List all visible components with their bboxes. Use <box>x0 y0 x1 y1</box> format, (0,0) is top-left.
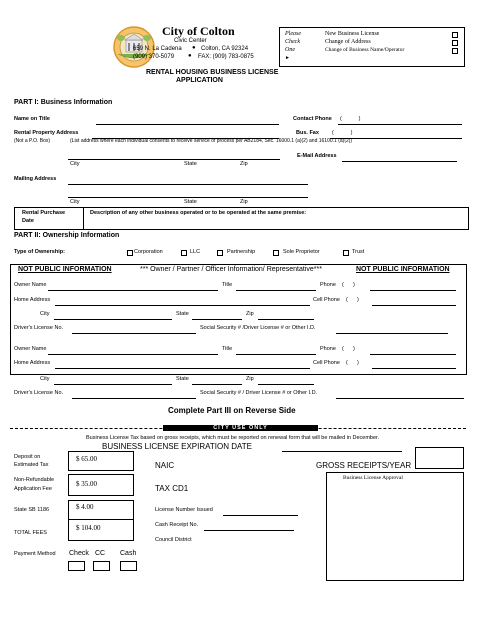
owner2-name-label: Owner Name <box>14 346 47 352</box>
mailing-address-label: Mailing Address <box>14 176 57 182</box>
form-title-line2: APPLICATION <box>176 77 223 84</box>
owner2-title-label: Title <box>222 346 233 352</box>
naic-label: NAIC <box>155 461 175 470</box>
council-district-label: Council District <box>155 537 192 543</box>
rental-city-label: City <box>70 161 80 167</box>
name-on-title-label: Name on Title <box>14 116 50 122</box>
email-label: E-Mail Address <box>297 153 337 159</box>
rental-address-label: Rental Property Address <box>14 130 79 136</box>
ssn-label: Social Security # /Driver License # or Other I.D. <box>200 325 316 331</box>
check-label: Check <box>285 39 300 45</box>
tax-note: Business License Tax based on gross receipts, which must be reported on renewal form that will be mailed in December. <box>86 435 380 441</box>
corporation-label: Corporation <box>134 249 163 255</box>
owner2-phone-paren: ( ) <box>342 346 355 352</box>
approval-box[interactable] <box>326 472 464 581</box>
other-business-label: Description of any other business operated or to be operated at the same premise: <box>90 210 307 216</box>
city-use-banner: CITY USE ONLY <box>163 425 318 431</box>
owner2-title-field[interactable] <box>236 347 316 355</box>
owner-zip-label: Zip <box>246 311 254 317</box>
owner-state-field[interactable] <box>192 312 242 320</box>
rental-city-line[interactable] <box>68 152 280 160</box>
mailing-city-line[interactable] <box>68 190 308 198</box>
arrow-icon: ► <box>285 55 290 61</box>
part1-heading: PART I: Business Information <box>14 99 113 106</box>
rental-zip-label: Zip <box>240 161 248 167</box>
expiration-label: BUSINESS LICENSE EXPIRATION DATE <box>102 442 252 451</box>
owner-banner: *** Owner / Partner / Officer Information/ Representative*** <box>140 266 322 273</box>
owner2-city-label: City <box>40 376 50 382</box>
owner-title-label: Title <box>222 282 233 288</box>
cash-receipt-label: Cash Receipt No. <box>155 522 199 528</box>
payment-method-label: Payment Method <box>14 551 56 557</box>
ownership-type-label: Type of Ownership: <box>14 249 65 255</box>
cell-phone2-paren: ( ) <box>346 360 359 366</box>
checkbox-partnership[interactable] <box>217 250 223 256</box>
approval-label: Business License Approval <box>343 475 403 481</box>
ssn-field[interactable] <box>336 326 448 334</box>
cash-method-box[interactable] <box>120 561 137 571</box>
sb1186-amount: $ 4.00 <box>76 503 94 511</box>
gross-receipts-box[interactable] <box>415 447 464 469</box>
phone-number: (909) 370-5079 <box>133 54 175 60</box>
owner-zip-field[interactable] <box>258 312 314 320</box>
option-change-address: Change of Address <box>325 39 371 45</box>
owner2-name-field[interactable] <box>48 347 218 355</box>
option-new-license: New Business License <box>325 31 380 37</box>
owner2-state-field[interactable] <box>192 377 242 385</box>
civic-center: Civic Center <box>174 38 207 44</box>
rental-state-label: State <box>184 161 197 167</box>
home-address-label: Home Address <box>14 297 51 303</box>
trust-label: Trust <box>352 249 365 255</box>
cc-method-box[interactable] <box>93 561 110 571</box>
expiration-field[interactable] <box>282 444 402 452</box>
owner2-phone-field[interactable] <box>370 347 456 355</box>
nonref-label-1: Non-Refundable <box>14 477 55 483</box>
contact-phone-label: Contact Phone <box>293 116 332 122</box>
drivers-license-label: Driver's License No. <box>14 325 64 331</box>
license-number-field[interactable] <box>223 508 298 516</box>
complete-part3-note: Complete Part III on Reverse Side <box>168 406 296 415</box>
owner2-zip-label: Zip <box>246 376 254 382</box>
gross-receipts-label: GROSS RECEIPTS/YEAR <box>316 461 412 470</box>
owner-city-field[interactable] <box>54 312 172 320</box>
ssn2-field[interactable] <box>336 391 464 399</box>
llc-label: LLC <box>190 249 201 255</box>
deposit-label-1: Deposit on <box>14 454 41 460</box>
tax-cd1-label: TAX CD1 <box>155 484 189 493</box>
owner-state-label: State <box>176 311 189 317</box>
checkbox-sole-proprietor[interactable] <box>273 250 279 256</box>
checkbox-new-license[interactable] <box>452 32 458 38</box>
home-address-field[interactable] <box>55 298 310 306</box>
owner2-phone-label: Phone <box>320 346 336 352</box>
checkbox-change-address[interactable] <box>452 40 458 46</box>
owner-name-field[interactable] <box>48 283 218 291</box>
bullet-1: ● <box>192 45 196 51</box>
sb1186-label: State SB 1186 <box>14 507 50 513</box>
rental-purchase-label: Rental Purchase <box>22 210 66 216</box>
not-public-right: NOT PUBLIC INFORMATION <box>356 266 450 273</box>
email-field[interactable] <box>342 154 457 162</box>
owner-phone-field[interactable] <box>370 283 456 291</box>
owner2-city-field[interactable] <box>54 377 172 385</box>
not-po-box-note: (Not a P.O. Box) <box>14 138 51 144</box>
bullet-2: ● <box>188 53 192 59</box>
deposit-amount: $ 65.00 <box>76 455 97 463</box>
address-street: 659 N. La Cadena <box>133 46 182 52</box>
city-name: City of Colton <box>162 24 235 38</box>
part2-heading: PART II: Ownership Information <box>14 232 120 239</box>
total-fees-label: TOTAL FEES <box>14 530 47 536</box>
ssn2-label: Social Security # / Driver License # or Other I.D. <box>200 390 318 396</box>
contact-phone-field[interactable] <box>338 117 462 125</box>
home-address2-label: Home Address <box>14 360 51 366</box>
bus-fax-paren: ( ) <box>332 130 353 136</box>
nonref-amount: $ 35.00 <box>76 480 97 488</box>
owner-phone-paren: ( ) <box>342 282 355 288</box>
address-city: Colton, CA 92324 <box>201 46 249 52</box>
checkbox-corporation[interactable] <box>127 250 133 256</box>
drivers-license2-field[interactable] <box>72 391 196 399</box>
mailing-address-field[interactable] <box>68 177 308 185</box>
checkbox-change-name[interactable] <box>452 48 458 54</box>
not-public-left: NOT PUBLIC INFORMATION <box>18 266 112 273</box>
cash-method-label: Cash <box>120 550 137 557</box>
option-change-name: Change of Business Name/Operator <box>325 47 405 53</box>
owner-name-label: Owner Name <box>14 282 47 288</box>
license-number-label: License Number Issued <box>155 507 213 513</box>
owner-title-field[interactable] <box>236 283 316 291</box>
contact-phone-paren: ( ) <box>340 116 361 122</box>
cash-receipt-field[interactable] <box>204 523 294 531</box>
please-label: Please <box>285 31 301 37</box>
fax-number: FAX: (909) 783-0875 <box>198 54 254 60</box>
address-list-note: (List address where each individual consents to receive service of process per AB2184, Sec. 16000.1 (a)(2) and 16100.1 (a)(2)) <box>70 138 353 144</box>
mailing-city-label: City <box>70 199 80 205</box>
check-method-box[interactable] <box>68 561 85 571</box>
cell-phone2-field[interactable] <box>372 361 456 369</box>
cell-phone2-label: Cell Phone <box>313 360 340 366</box>
name-on-title-field[interactable] <box>96 117 279 125</box>
owner2-state-label: State <box>176 376 189 382</box>
cc-method-label: CC <box>95 550 106 557</box>
checkbox-llc[interactable] <box>181 250 187 256</box>
one-label: One <box>285 47 295 53</box>
cell-phone-label: Cell Phone <box>313 297 340 303</box>
mailing-zip-label: Zip <box>240 199 248 205</box>
rental-date-label: Date <box>22 218 34 224</box>
check-method-label: Check <box>69 550 89 557</box>
partnership-label: Partnership <box>227 249 256 255</box>
cell-phone-field[interactable] <box>372 298 456 306</box>
owner2-zip-field[interactable] <box>258 377 314 385</box>
owner-city-label: City <box>40 311 50 317</box>
checkbox-trust[interactable] <box>343 250 349 256</box>
form-title-line1: RENTAL HOUSING BUSINESS LICENSE <box>146 69 279 76</box>
sole-proprietor-label: Sole Proprietor <box>283 249 320 255</box>
deposit-label-2: Estimated Tax <box>14 462 49 468</box>
home-address2-field[interactable] <box>55 361 310 369</box>
nonref-label-2: Application Fee <box>14 486 52 492</box>
owner-phone-label: Phone <box>320 282 336 288</box>
bus-fax-label: Bus. Fax <box>296 130 319 136</box>
total-amount: $ 104.00 <box>76 524 101 532</box>
cell-phone-paren: ( ) <box>346 297 359 303</box>
drivers-license2-label: Driver's License No. <box>14 390 64 396</box>
mailing-state-label: State <box>184 199 197 205</box>
drivers-license-field[interactable] <box>72 326 196 334</box>
